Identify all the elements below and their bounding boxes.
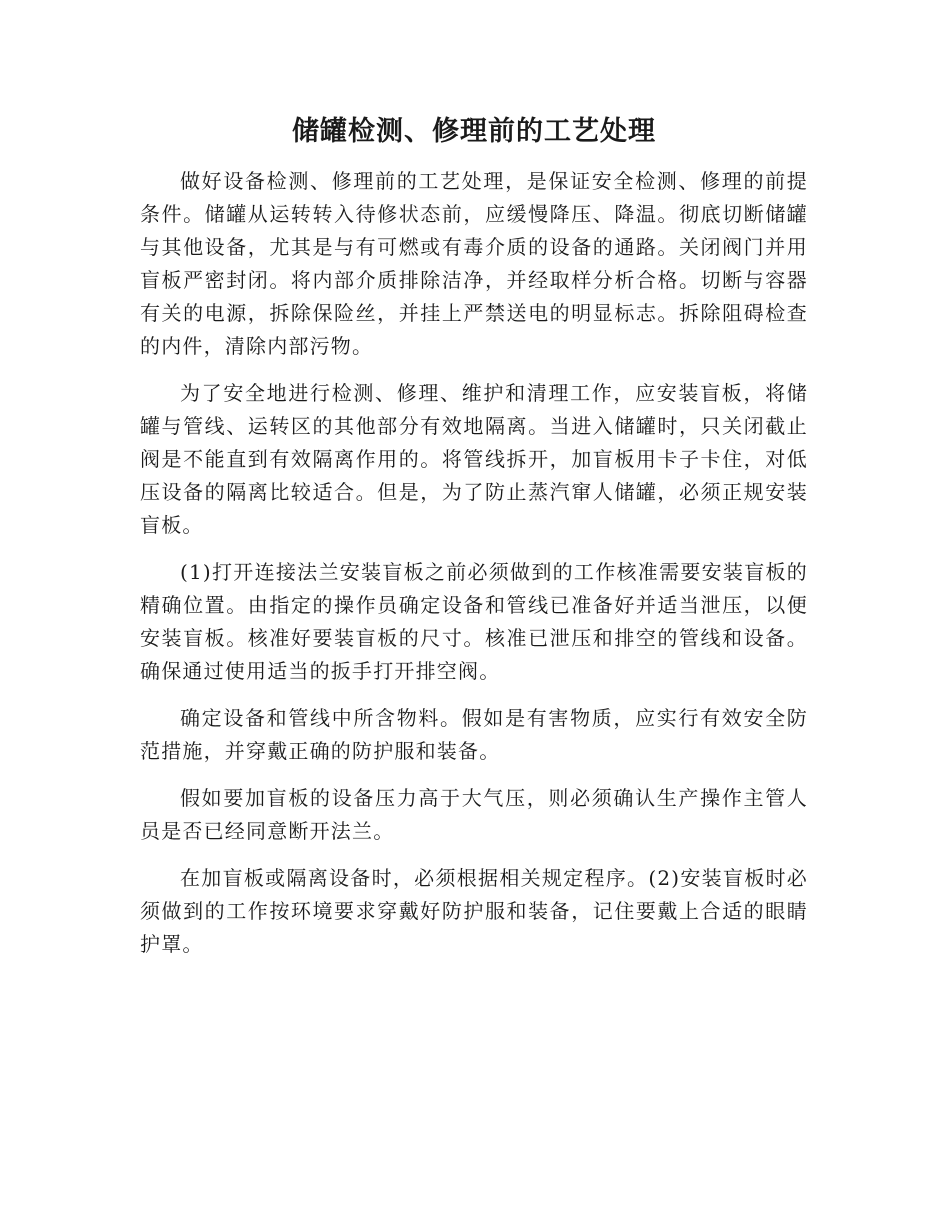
paragraph-4: 确定设备和管线中所含物料。假如是有害物质，应实行有效安全防范措施，并穿戴正确的防护服和装备。	[140, 706, 808, 763]
document-body	[140, 165, 808, 975]
paragraph-2: 为了安全地进行检测、修理、维护和清理工作，应安装盲板，将储罐与管线、运转区的其他部分有效地隔离。当进入储罐时，只关闭截止阀是不能直到有效隔离作用的。将管线拆开，加盲板用卡子卡住，对低压设备的隔离比较适合。但是，为了防止蒸汽窜人储罐，必须正规安装盲板。	[140, 381, 808, 537]
paragraph-3: (1)打开连接法兰安装盲板之前必须做到的工作核准需要安装盲板的精确位置。由指定的操作员确定设备和管线已准备好并适当泄压，以便安装盲板。核准好要装盲板的尺寸。核准已泄压和排空的管线和设备。确保通过使用适当的扳手打开排空阀。	[140, 560, 808, 683]
document-title: 储罐检测、修理前的工艺处理	[292, 116, 656, 147]
paragraph-1: 做好设备检测、修理前的工艺处理，是保证安全检测、修理的前提条件。储罐从运转转入待修状态前，应缓慢降压、降温。彻底切断储罐与其他设备，尤其是与有可燃或有毒介质的设备的通路。关闭阀门并用盲板严密封闭。将内部介质排除洁净，并经取样分析合格。切断与容器有关的电源，拆除保险丝，并挂上严禁送电的明显标志。拆除阻碍检查的内件，清除内部污物。	[140, 169, 808, 358]
paragraph-6: 在加盲板或隔离设备时，必须根据相关规定程序。(2)安装盲板时必须做到的工作按环境要求穿戴好防护服和装备，记住要戴上合适的眼睛护罩。	[140, 866, 808, 956]
paragraph-5: 假如要加盲板的设备压力高于大气压，则必须确认生产操作主管人员是否已经同意断开法兰。	[140, 786, 808, 843]
